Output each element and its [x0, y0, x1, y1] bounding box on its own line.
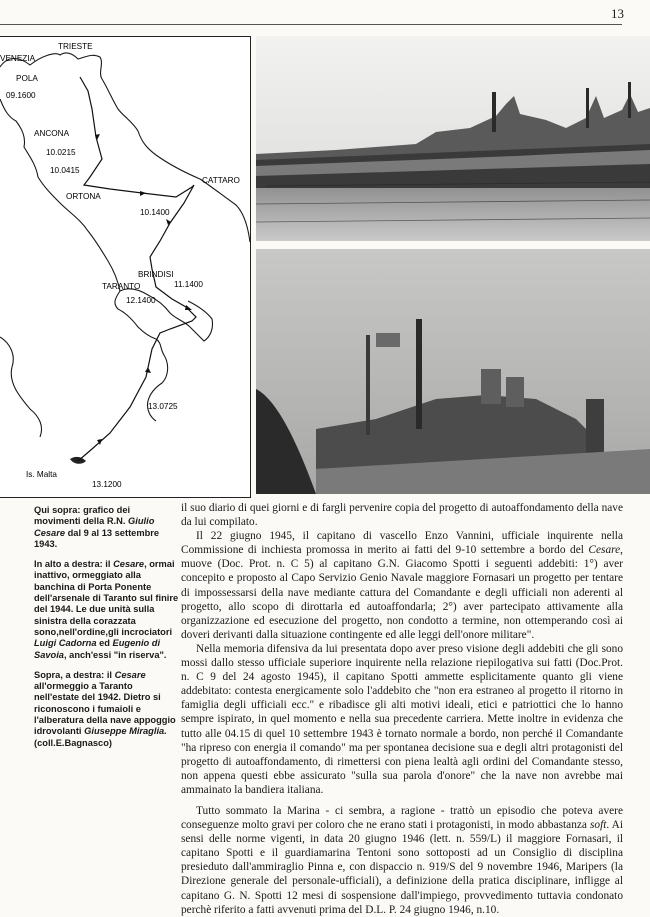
label-venezia: VENEZIA	[0, 54, 36, 63]
photo-ships-porta-ponente-svg	[256, 36, 650, 241]
label-taranto: TARANTO	[102, 282, 141, 291]
caption-photo-top: In alto a destra: il Cesare, ormai inattivo, ormeggiato alla banchina di Porta Ponente dell'arsenale di Taranto sul finire del 1944. Le due unità sulla sinistra della corazzata sono,nell'ordine,gli incrociatori Luigi Cadorna ed Eugenio di Savoia, anch'essi "in riserva".	[34, 559, 179, 660]
coast-line-sicily	[0, 337, 42, 437]
label-time-13-1200: 13.1200	[92, 480, 122, 489]
caption-map: Qui sopra: grafico dei movimenti della R.N. Giulio Cesare dal 9 al 13 settembre 1943.	[34, 505, 160, 549]
page-number: 13	[611, 6, 624, 21]
photo-credit: (coll.E.Bagnasco)	[34, 737, 113, 748]
paragraph-4: Tutto sommato la Marina - ci sembra, a ragione - trattò un episodio che poteva avere conseguenze molto gravi per coloro che ne erano stati i protagonisti, in modo abbastanza soft. Ai sensi delle norme vigenti, in data 20 giugno 1946 (lett. n. 559/L) il maggiore Fornasari, il capitano Spotti e il guardiamarina Tentoni sono sottoposti ad un Consiglio di disciplina presieduto dall'ammiraglio Pinna e, con dispaccio n. 919/S del 9 novembre 1946, Maripers (la Direzione generale del personale-ufficiali), a definizione della pratica disciplinare, infligge al capitano G. N. Spotti 12 mesi di sospensione dall'impiego, provvedimento tuttavia condonato perchè riferito a fatti avvenuti prima del D.L. P. 24 giugno 1946, n.10.	[181, 804, 624, 916]
label-pola: POLA	[16, 74, 38, 83]
photo-cesare-taranto-1942-svg	[256, 249, 650, 494]
label-time-13-0725: 13.0725	[148, 402, 178, 411]
label-ancona: ANCONA	[34, 129, 70, 138]
photo-ships-porta-ponente	[256, 36, 650, 241]
photo-cesare-taranto-1942	[256, 249, 650, 494]
captions-column	[34, 505, 179, 758]
label-time-09-1600: 09.1600	[6, 91, 36, 100]
label-cattaro: CATTARO	[202, 176, 240, 185]
label-time-10-1400: 10.1400	[140, 208, 170, 217]
label-brindisi: BRINDISI	[138, 270, 174, 279]
paragraph-2: Il 22 giugno 1945, il capitano di vascello Enzo Vannini, ufficiale inquirente nella Commissione di inchiesta promossa in merito ai fatti del 9-10 settembre a bordo del Cesare, muove (Doc. Prot. n. C 5) al capitano G.N. Giacomo Spotti i seguenti addebiti: 1°) aver concepito e proposto al Capo Servizio Genio Navale maggiore Fornasari un progetto per tentare di impossessarsi della nave mediante cattura del Comandante e degli ufficiali non aderenti al progetto, allo scopo di dirottarla ed autoaffondarla; 2°) aver partecipato attivamente alla organizzazione ed esecuzione del progetto, non condotto a termine, non ottemperando così ai doveri derivanti dalla situazione contingente ed alle leggi dell'onore militare".	[181, 530, 623, 641]
label-malta: Is. Malta	[26, 470, 57, 479]
paragraph-3: Nella memoria difensiva da lui presentata dopo aver preso visione degli addebiti che gli sono mossi dallo stesso ufficiale superiore inquirente nella relazione riepilogativa sui fatti (Doc.Prot. n. C 9 del 24 agosto 1945), il capitano Spotti ammette esplicitamente quanto gli viene addebitato: contesta energicamente solo l'addebito che "non era estraneo al progetto il ritorno in famiglia degli ufficiali ecc." e ribadisce gli alti motivi ideali, etici e patriottici che lo hanno sempre ispirato, in quel momento e nella sua precedente carriera. Mette inoltre in evidenza che tutto alle 04.15 di quel 10 settembre 1943 è tornato normale a bordo, non perché il Comandante "ha ripreso con energia il comando" ma per spontanea decisione sua e degli altri protagonisti del progetto di autoaffondamento, di rimettersi con piena lealtà agli ordini del Comandante stesso, non appena questi ebbe assicurato "sulla sua parola d'onore" che la nave non avrebbe mai ammainato la bandiera italiana.	[181, 642, 623, 796]
label-time-12-1400: 12.1400	[126, 296, 156, 305]
header-rule	[0, 24, 622, 25]
label-time-10-0415: 10.0415	[50, 166, 80, 175]
label-ortona: ORTONA	[66, 192, 101, 201]
label-time-11-1400: 11.1400	[174, 280, 203, 289]
body-text	[181, 501, 623, 917]
label-time-10-0215: 10.0215	[46, 148, 76, 157]
caption-photo-bottom: Sopra, a destra: il Cesare all'ormeggio a Taranto nell'estate del 1942. Dietro si riconoscono i fumaioli e l'alberatura della nave appoggio idrovolanti Giuseppe Miraglia. (coll.E.Bagnasco)	[34, 669, 176, 748]
coast-line-italy-west	[0, 99, 168, 421]
route-map-svg	[0, 37, 250, 497]
ship-route-line	[78, 77, 196, 461]
label-trieste: TRIESTE	[58, 42, 93, 51]
paragraph-1: il suo diario di quei giorni e di fargli pervenire copia del progetto di autoaffondamento della nave da lui compilato.	[181, 502, 623, 529]
route-map	[0, 36, 251, 498]
